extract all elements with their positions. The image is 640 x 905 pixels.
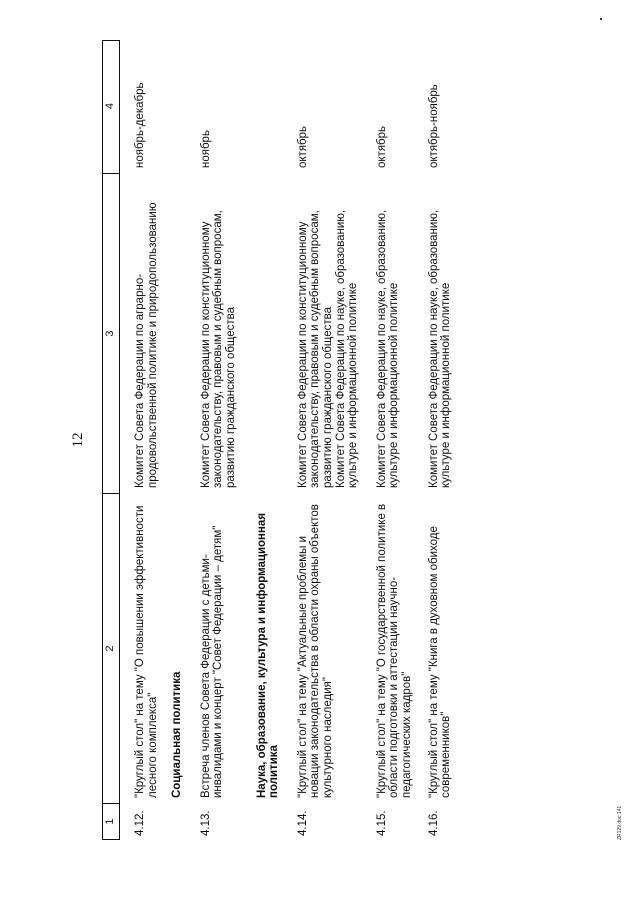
event-date: октябрь bbox=[375, 125, 388, 168]
row-number: 4.16. bbox=[427, 810, 440, 836]
table-row bbox=[297, 40, 360, 840]
column-header-2: 2 bbox=[103, 493, 119, 803]
responsible-committee: Комитет Совета Федерации по конституционному законодательству, правовым и судебным вопросам, развитию гражданского общества bbox=[199, 210, 237, 488]
event-title: "Круглый стол" на тему "О государственной политике в области подготовки и аттестации научно-педагогических кадров" bbox=[375, 503, 413, 798]
column-header-3: 3 bbox=[103, 173, 119, 493]
row-number: 4.12. bbox=[134, 810, 146, 836]
event-date: ноябрь bbox=[199, 130, 212, 168]
table-row bbox=[200, 40, 238, 840]
section-heading: Наука, образование, культура и информационная политика bbox=[255, 512, 281, 798]
row-number: 4.14. bbox=[296, 810, 309, 836]
responsible-committee: Комитет Совета Федерации по аграрно-продовольственной политике и природопользованию bbox=[134, 202, 159, 488]
event-title: "Круглый стол" на тему "О повышении эффективности лесного комплекса" bbox=[134, 505, 159, 798]
row-number: 4.15. bbox=[375, 810, 388, 836]
event-date: октябрь bbox=[296, 125, 309, 168]
rotated-page bbox=[66, 40, 623, 840]
page-number: 12 bbox=[70, 432, 86, 448]
responsible-committee: Комитет Совета Федерации по науке, образованию, культуре и информационной политике bbox=[375, 209, 401, 488]
event-date: октябрь-ноябрь bbox=[427, 84, 440, 168]
table-row bbox=[428, 40, 453, 840]
event-date: ноябрь-декабрь bbox=[134, 82, 146, 168]
event-title: "Круглый стол" на тему "Актуальные проблемы и новации законодательства в области охраны объектов культурного наследия" bbox=[296, 504, 334, 798]
section-heading: Социальная политика bbox=[171, 671, 184, 798]
table-row bbox=[376, 40, 414, 840]
event-title: Встреча членов Совета Федерации с детьми-инвалидами и концерт "Совет Федерации – детям" bbox=[199, 525, 225, 798]
table-header bbox=[102, 40, 120, 840]
responsible-committee: Комитет Совета Федерации по науке, образованию, культуре и информационной политике bbox=[427, 209, 453, 488]
responsible-committee: Комитет Совета Федерации по конституционному законодательству, правовым и судебным вопросам, развитию гражданского общества Комитет Совета Федерации по науке, образованию, культуре и информационной политике bbox=[296, 209, 360, 488]
footer-mark: ZR129.doc 141 bbox=[617, 805, 623, 840]
column-header-1: 1 bbox=[103, 803, 119, 839]
event-title: "Круглый стол" на тему "Книга в духовном обиходе современников" bbox=[427, 526, 453, 798]
table-row bbox=[134, 40, 159, 840]
column-header-4: 4 bbox=[104, 102, 116, 110]
plan-table bbox=[102, 40, 453, 840]
row-number: 4.13. bbox=[199, 810, 212, 836]
scan-speck bbox=[600, 18, 602, 20]
